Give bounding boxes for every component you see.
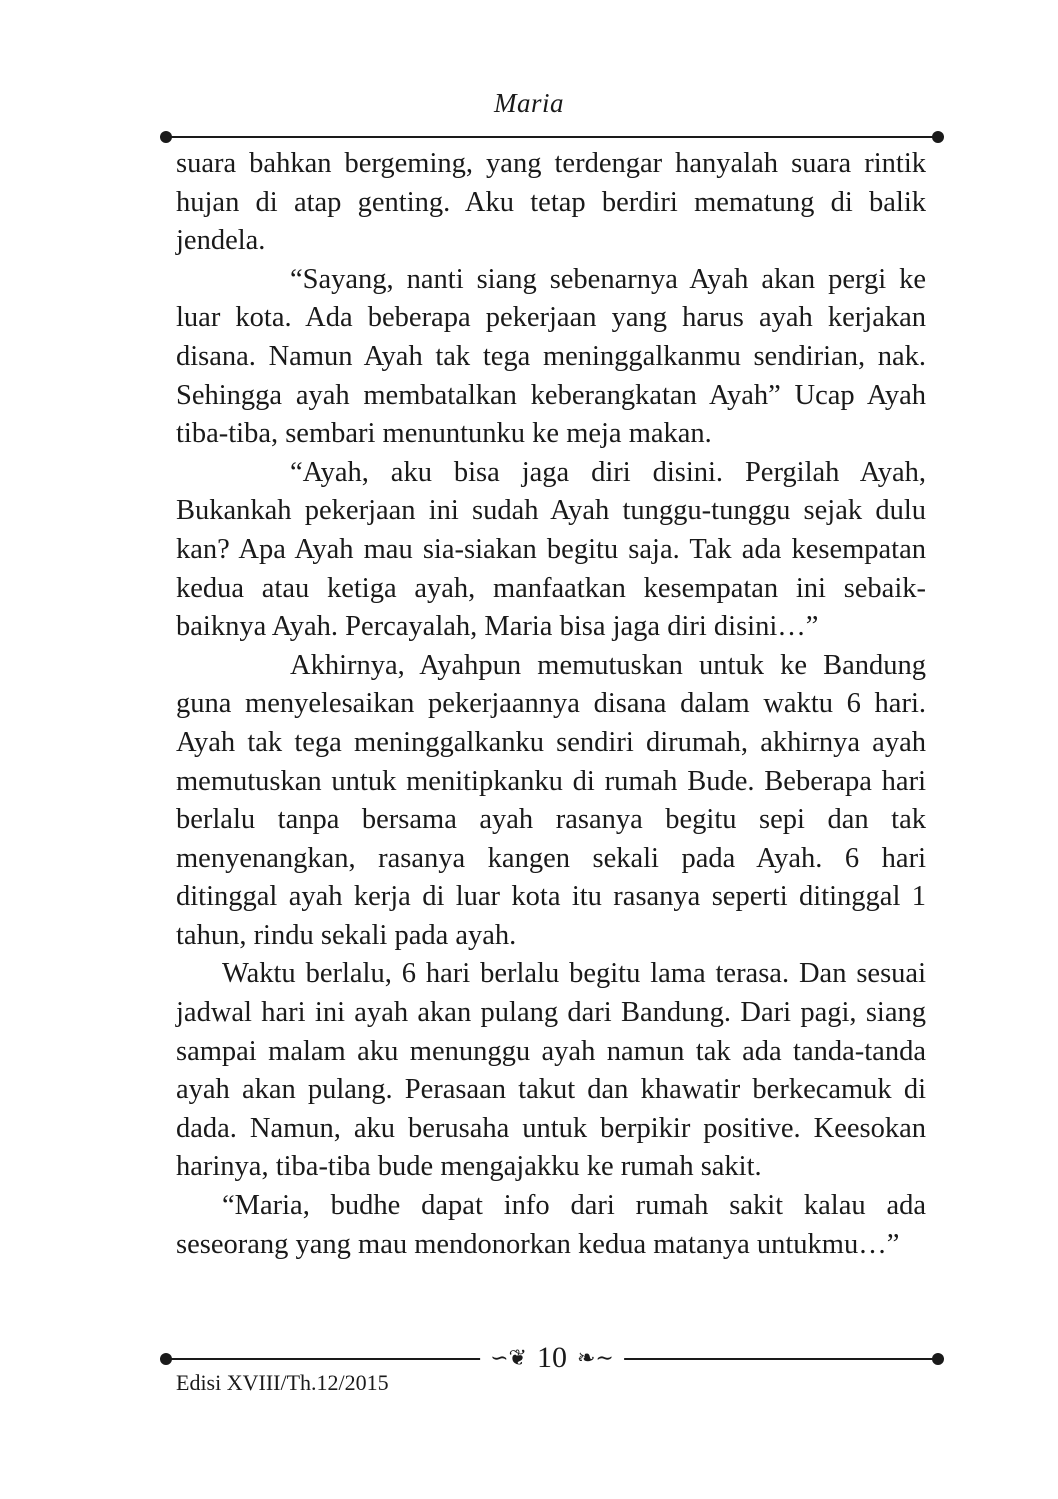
footer-rule [160, 1341, 944, 1374]
paragraph: Waktu berlalu, 6 hari berlalu begitu lama terasa. Dan sesuai jadwal hari ini ayah akan pulang dari Bandung. Dari pagi, siang sampai malam aku menunggu ayah namun tak ada tanda-tanda ayah akan pulang. Perasaan takut dan khawatir berkecamuk di dada. Namun, aku berusaha untuk berpikir positive. Keesokan harinya, tiba-tiba bude mengajakku ke rumah sakit. [176, 958, 926, 1183]
rule-line [170, 136, 934, 138]
paragraph: “Maria, budhe dapat info dari rumah sakit kalau ada seseorang yang mau mendonorkan kedua matanya untukmu…” [176, 1190, 926, 1260]
header-rule [160, 130, 944, 144]
paragraph: “Ayah, aku bisa jaga diri disini. Pergilah Ayah, Bukankah pekerjaan ini sudah Ayah tunggu-tunggu sejak dulu kan? Apa Ayah mau sia-siakan begitu saja. Tak ada kesempatan kedua atau ketiga ayah, manfaatkan kesempatan ini sebaik-baiknya Ayah. Percayalah, Maria bisa jaga diri disini…” [176, 456, 926, 643]
body-text [176, 145, 926, 1264]
flourish-right-icon: ❧∼ [577, 1345, 614, 1370]
flourish-left-icon: ∽❦ [490, 1345, 527, 1370]
rule-end-dot [932, 131, 944, 143]
page-number: 10 [537, 1341, 567, 1374]
paragraph: “Sayang, nanti siang sebenarnya Ayah akan pergi ke luar kota. Ada beberapa pekerjaan yang harus ayah kerjakan disana. Namun Ayah tak tega meninggalkanmu sendirian, nak. Sehingga ayah membatalkan keberangkatan Ayah” Ucap Ayah tiba-tiba, sembari menuntunku ke meja makan. [176, 263, 926, 450]
running-title: Maria [494, 88, 564, 118]
paragraph: Akhirnya, Ayahpun memutuskan untuk ke Bandung guna menyelesaikan pekerjaannya disana dalam waktu 6 hari. Ayah tak tega meninggalkanku sendiri dirumah, akhirnya ayah memutuskan untuk menitipkanku di rumah Bude. Beberapa hari berlalu tanpa bersama ayah rasanya begitu sepi dan tak menyenangkan, rasanya kangen sekali pada Ayah. 6 hari ditinggal ayah kerja di luar kota itu rasanya seperti ditinggal 1 tahun, rindu sekali pada ayah. [176, 649, 926, 951]
edition-label: Edisi XVIII/Th.12/2015 [176, 1370, 389, 1395]
folio [480, 1340, 624, 1376]
paragraph: suara bahkan bergeming, yang terdengar hanyalah suara rintik hujan di atap genting. Aku tetap berdiri mematung di balik jendela. [176, 148, 926, 257]
rule-end-dot [932, 1353, 944, 1365]
